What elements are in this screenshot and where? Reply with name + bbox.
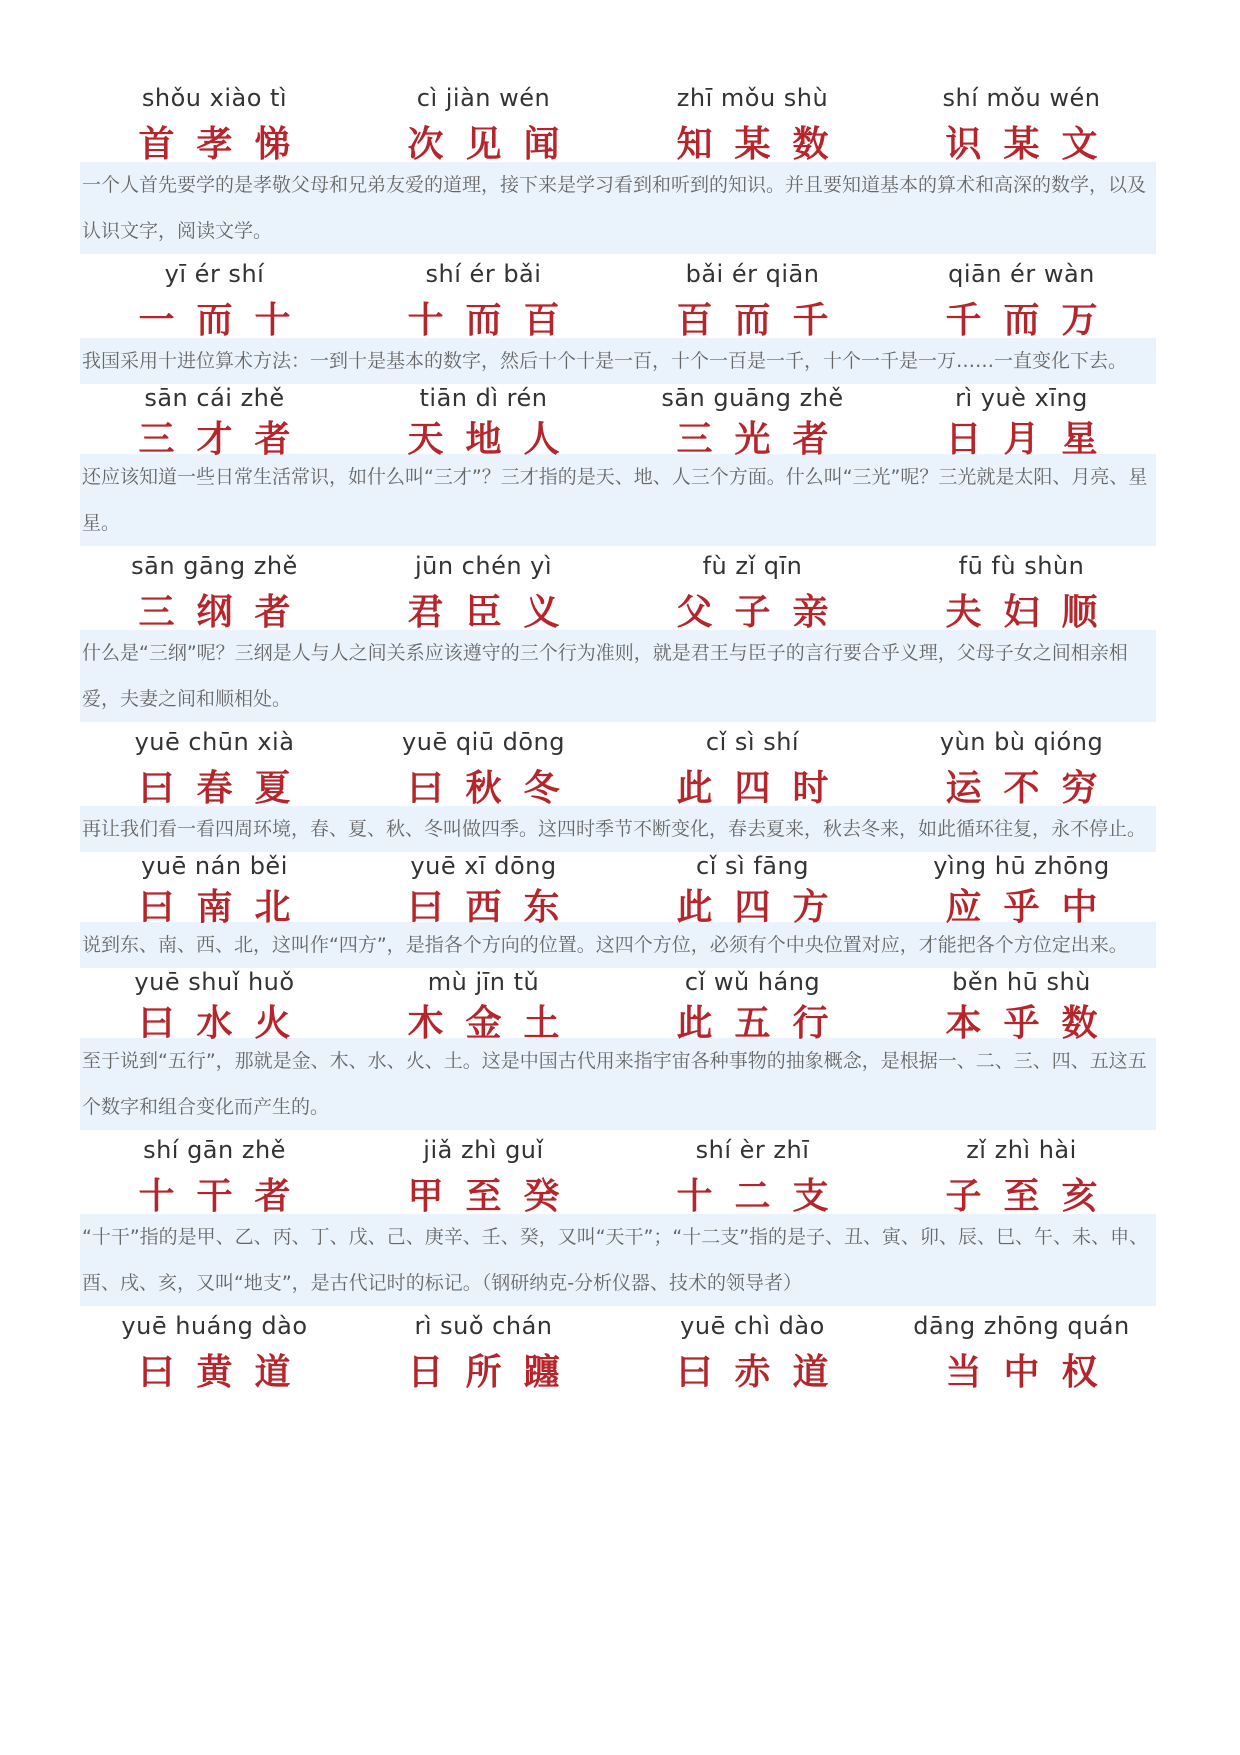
hanzi: 十二支 (676, 1176, 851, 1217)
pinyin: bǎi ér qiān (685, 260, 820, 288)
verse-section (80, 546, 1156, 722)
pinyin: tiān dì rén (419, 384, 548, 412)
pinyin: shǒu xiào tì (141, 84, 288, 112)
pinyin: shí gān zhě (143, 1136, 286, 1164)
phrase (618, 384, 887, 460)
phrase (887, 1306, 1156, 1393)
hanzi: 知某数 (676, 124, 851, 165)
verse-section (80, 1130, 1156, 1306)
explanation: 一个人首先要学的是孝敬父母和兄弟友爱的道理，接下来是学习看到和听到的知识。并且要知道基本的算术和高深的数学，以及认识文字，阅读文学。 (80, 162, 1156, 254)
phrase (887, 968, 1156, 1044)
pinyin: sān cái zhě (144, 384, 285, 412)
hanzi: 曰西东 (407, 887, 582, 928)
pinyin: yuē huáng dào (121, 1312, 308, 1340)
verse-row (80, 384, 1156, 460)
phrase (887, 78, 1156, 165)
phrase (887, 546, 1156, 633)
phrase (887, 254, 1156, 341)
explanation: “十干”指的是甲、乙、丙、丁、戊、己、庚辛、壬、癸，又叫“天干”；“十二支”指的是子、丑、寅、卯、辰、巳、午、未、申、酉、戌、亥，又叫“地支”，是古代记时的标记。（钢研纳克-分析仪器、技术的领导者） (80, 1214, 1156, 1306)
pinyin: cǐ sì fāng (696, 852, 809, 880)
explanation: 说到东、南、西、北，这叫作“四方”，是指各个方向的位置。这四个方位，必须有个中央位置对应，才能把各个方位定出来。 (80, 922, 1156, 968)
verse-row (80, 1306, 1156, 1393)
hanzi: 三光者 (676, 419, 851, 460)
san-zi-jing-page (80, 78, 1156, 1393)
phrase (80, 1306, 349, 1393)
hanzi: 日所躔 (407, 1352, 582, 1393)
phrase (349, 722, 618, 809)
pinyin: cì jiàn wén (416, 84, 551, 112)
hanzi: 百而千 (676, 300, 851, 341)
hanzi: 天地人 (407, 419, 582, 460)
pinyin: yuē qiū dōng (402, 728, 565, 756)
hanzi: 此四方 (676, 887, 851, 928)
hanzi: 曰秋冬 (407, 768, 582, 809)
phrase (349, 384, 618, 460)
pinyin: sān gāng zhě (131, 552, 298, 580)
verse-section (80, 852, 1156, 968)
pinyin: jūn chén yì (414, 552, 553, 580)
phrase (349, 968, 618, 1044)
pinyin: yìng hū zhōng (933, 852, 1110, 880)
explanation: 再让我们看一看四周环境，春、夏、秋、冬叫做四季。这四时季节不断变化，春去夏来，秋去冬来，如此循环往复，永不停止。 (80, 806, 1156, 852)
pinyin: rì suǒ chán (414, 1312, 553, 1340)
phrase (618, 1130, 887, 1217)
pinyin: jiǎ zhì guǐ (423, 1136, 544, 1164)
phrase (80, 852, 349, 928)
phrase (887, 1130, 1156, 1217)
phrase (618, 722, 887, 809)
hanzi: 次见闻 (407, 124, 582, 165)
pinyin: fù zǐ qīn (702, 552, 803, 580)
hanzi: 君臣义 (407, 592, 582, 633)
verse-section (80, 1306, 1156, 1393)
verse-section (80, 722, 1156, 852)
pinyin: sān guāng zhě (661, 384, 844, 412)
verse-section (80, 968, 1156, 1130)
hanzi: 子至亥 (945, 1176, 1120, 1217)
hanzi: 曰黄道 (138, 1352, 313, 1393)
hanzi: 三才者 (138, 419, 313, 460)
pinyin: yuē shuǐ huǒ (134, 968, 295, 996)
explanation: 还应该知道一些日常生活常识，如什么叫“三才”？三才指的是天、地、人三个方面。什么叫“三光”呢？三光就是太阳、月亮、星星。 (80, 454, 1156, 546)
explanation: 至于说到“五行”，那就是金、木、水、火、土。这是中国古代用来指宇宙各种事物的抽象概念，是根据一、二、三、四、五这五个数字和组合变化而产生的。 (80, 1038, 1156, 1130)
hanzi: 甲至癸 (407, 1176, 582, 1217)
hanzi: 曰水火 (138, 1003, 313, 1044)
pinyin: yùn bù qióng (939, 728, 1104, 756)
hanzi: 当中权 (945, 1352, 1120, 1393)
phrase (618, 546, 887, 633)
verse-row (80, 852, 1156, 928)
verse-row (80, 722, 1156, 809)
hanzi: 此四时 (676, 768, 851, 809)
phrase (887, 384, 1156, 460)
hanzi: 首孝悌 (138, 124, 313, 165)
pinyin: shí mǒu wén (942, 84, 1101, 112)
phrase (618, 1306, 887, 1393)
pinyin: yuē xī dōng (410, 852, 557, 880)
verse-row (80, 254, 1156, 341)
hanzi: 十而百 (407, 300, 582, 341)
phrase (618, 254, 887, 341)
hanzi: 识某文 (945, 124, 1120, 165)
hanzi: 应乎中 (945, 887, 1120, 928)
verse-section (80, 78, 1156, 254)
verse-row (80, 78, 1156, 165)
pinyin: yuē nán běi (141, 852, 288, 880)
pinyin: qiān ér wàn (948, 260, 1095, 288)
explanation: 我国采用十进位算术方法：一到十是基本的数字，然后十个十是一百，十个一百是一千，十个一千是一万……一直变化下去。 (80, 338, 1156, 384)
hanzi: 曰春夏 (138, 768, 313, 809)
pinyin: cǐ wǔ háng (684, 968, 821, 996)
pinyin: cǐ sì shí (705, 728, 800, 756)
phrase (349, 1306, 618, 1393)
phrase (80, 546, 349, 633)
hanzi: 运不穷 (945, 768, 1120, 809)
verse-section (80, 384, 1156, 546)
phrase (618, 78, 887, 165)
phrase (80, 78, 349, 165)
pinyin: zǐ zhì hài (966, 1136, 1077, 1164)
phrase (349, 546, 618, 633)
hanzi: 夫妇顺 (945, 592, 1120, 633)
phrase (80, 384, 349, 460)
hanzi: 本乎数 (945, 1003, 1120, 1044)
explanation: 什么是“三纲”呢？三纲是人与人之间关系应该遵守的三个行为准则，就是君王与臣子的言行要合乎义理，父母子女之间相亲相爱，夫妻之间和顺相处。 (80, 630, 1156, 722)
phrase (80, 254, 349, 341)
phrase (80, 1130, 349, 1217)
phrase (80, 968, 349, 1044)
hanzi: 木金土 (407, 1003, 582, 1044)
phrase (80, 722, 349, 809)
phrase (349, 78, 618, 165)
verse-row (80, 1130, 1156, 1217)
pinyin: dāng zhōng quán (913, 1312, 1130, 1340)
hanzi: 日月星 (945, 419, 1120, 460)
pinyin: shí ér bǎi (425, 260, 542, 288)
verse-row (80, 546, 1156, 633)
verse-section (80, 254, 1156, 384)
phrase (349, 1130, 618, 1217)
pinyin: běn hū shù (952, 968, 1091, 996)
hanzi: 父子亲 (676, 592, 851, 633)
pinyin: fū fù shùn (958, 552, 1085, 580)
phrase (618, 852, 887, 928)
hanzi: 千而万 (945, 300, 1120, 341)
pinyin: rì yuè xīng (955, 384, 1088, 412)
pinyin: yī ér shí (164, 260, 265, 288)
phrase (618, 968, 887, 1044)
pinyin: yuē chūn xià (134, 728, 295, 756)
hanzi: 十干者 (138, 1176, 313, 1217)
hanzi: 此五行 (676, 1003, 851, 1044)
phrase (349, 254, 618, 341)
pinyin: shí èr zhī (695, 1136, 810, 1164)
pinyin: mù jīn tǔ (427, 968, 540, 996)
phrase (349, 852, 618, 928)
hanzi: 一而十 (138, 300, 313, 341)
hanzi: 三纲者 (138, 592, 313, 633)
phrase (887, 722, 1156, 809)
pinyin: zhī mǒu shù (676, 84, 829, 112)
hanzi: 曰南北 (138, 887, 313, 928)
hanzi: 曰赤道 (676, 1352, 851, 1393)
verse-row (80, 968, 1156, 1044)
pinyin: yuē chì dào (680, 1312, 825, 1340)
phrase (887, 852, 1156, 928)
